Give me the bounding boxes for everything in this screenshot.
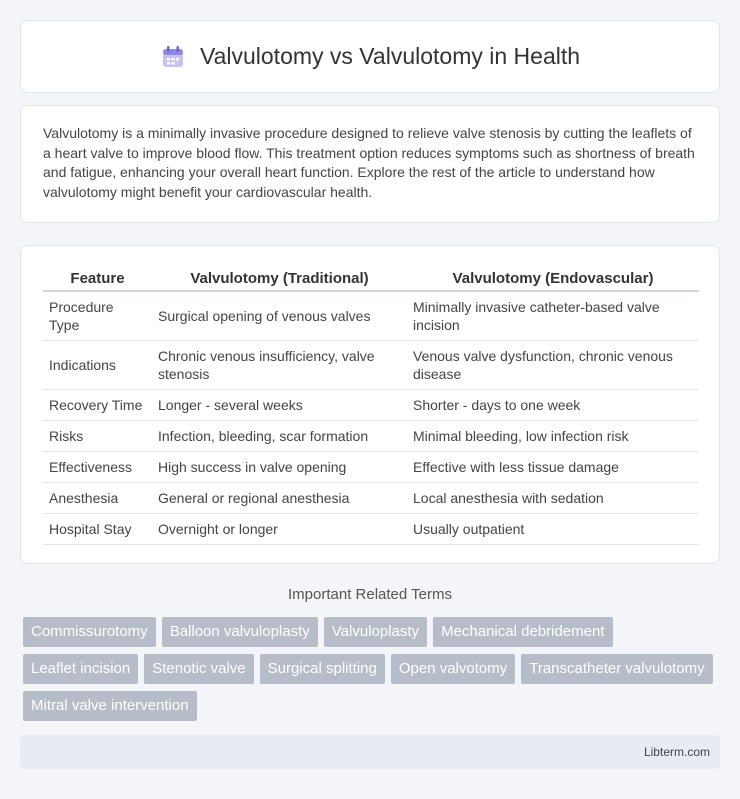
term-tag[interactable]: Leaflet incision — [23, 654, 138, 684]
cell-endovascular: Minimally invasive catheter-based valve incision — [407, 291, 699, 340]
term-tag[interactable]: Stenotic valve — [144, 654, 253, 684]
cell-traditional: Chronic venous insufficiency, valve stenosis — [152, 340, 407, 389]
related-terms-title: Important Related Terms — [288, 586, 452, 603]
table-header-row — [43, 266, 699, 291]
intro-text: Valvulotomy is a minimally invasive procedure designed to relieve valve stenosis by cutting the leaflets of a heart valve to improve blood flow. This treatment option reduces symptoms such as shortness of breath and fatigue, enhancing your overall heart function. Explore the rest of the article to understand how valvulotomy might benefit your cardiovascular health. — [43, 125, 695, 200]
table-row — [43, 513, 699, 544]
header-feature: Feature — [43, 266, 152, 291]
page-title: Valvulotomy vs Valvulotomy in Health — [199, 43, 581, 69]
cell-feature: Recovery Time — [43, 389, 152, 420]
cell-endovascular: Local anesthesia with sedation — [407, 482, 699, 513]
footer — [20, 735, 720, 769]
title-card — [20, 20, 720, 93]
term-tag[interactable]: Transcatheter valvulotomy — [521, 654, 712, 684]
cell-feature: Effectiveness — [43, 451, 152, 482]
term-tag[interactable]: Open valvotomy — [391, 654, 515, 684]
comparison-table — [43, 266, 699, 545]
table-row — [43, 340, 699, 389]
cell-traditional: Infection, bleeding, scar formation — [152, 420, 407, 451]
intro-card — [20, 105, 720, 223]
term-tag[interactable]: Balloon valvuloplasty — [162, 617, 318, 647]
table-row — [43, 482, 699, 513]
calendar-icon — [160, 44, 186, 70]
cell-traditional: Overnight or longer — [152, 513, 407, 544]
header-endovascular: Valvulotomy (Endovascular) — [407, 266, 699, 291]
term-tag[interactable]: Mitral valve intervention — [23, 691, 197, 721]
header-traditional: Valvulotomy (Traditional) — [152, 266, 407, 291]
table-row — [43, 451, 699, 482]
cell-endovascular: Venous valve dysfunction, chronic venous disease — [407, 340, 699, 389]
cell-feature: Hospital Stay — [43, 513, 152, 544]
related-terms-list — [23, 617, 723, 721]
cell-feature: Procedure Type — [43, 291, 152, 340]
table-row — [43, 389, 699, 420]
cell-traditional: Surgical opening of venous valves — [152, 291, 407, 340]
cell-traditional: High success in valve opening — [152, 451, 407, 482]
footer-brand-link[interactable]: Libterm.com — [643, 745, 710, 759]
term-tag[interactable]: Surgical splitting — [260, 654, 385, 684]
table-row — [43, 291, 699, 340]
cell-endovascular: Minimal bleeding, low infection risk — [407, 420, 699, 451]
term-tag[interactable]: Commissurotomy — [23, 617, 156, 647]
cell-endovascular: Usually outpatient — [407, 513, 699, 544]
cell-feature: Indications — [43, 340, 152, 389]
cell-feature: Risks — [43, 420, 152, 451]
cell-endovascular: Effective with less tissue damage — [407, 451, 699, 482]
cell-traditional: Longer - several weeks — [152, 389, 407, 420]
comparison-card — [20, 245, 720, 564]
cell-feature: Anesthesia — [43, 482, 152, 513]
cell-endovascular: Shorter - days to one week — [407, 389, 699, 420]
table-row — [43, 420, 699, 451]
term-tag[interactable]: Valvuloplasty — [324, 617, 427, 647]
cell-traditional: General or regional anesthesia — [152, 482, 407, 513]
term-tag[interactable]: Mechanical debridement — [433, 617, 612, 647]
